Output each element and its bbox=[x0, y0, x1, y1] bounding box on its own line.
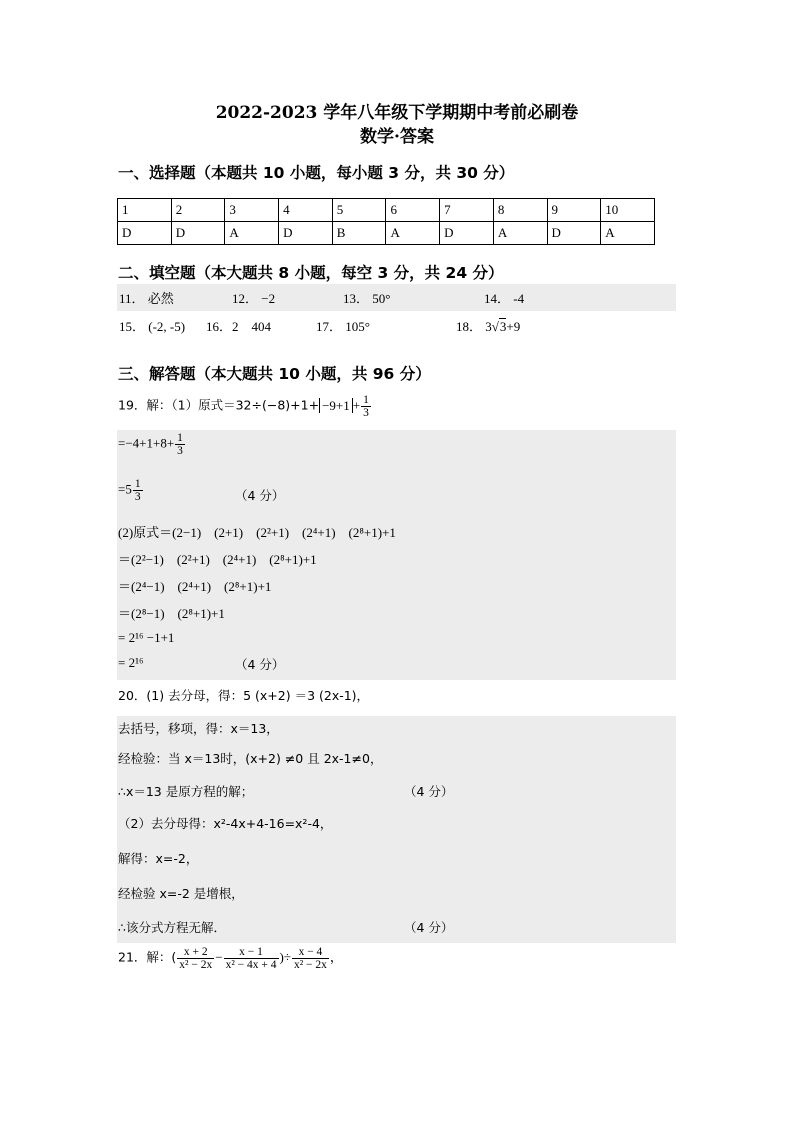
section-heading-fill: 二、填空题（本大题共 8 小题，每空 3 分，共 24 分） bbox=[118, 264, 504, 282]
section-heading-solve: 三、解答题（本大题共 10 小题，共 96 分） bbox=[118, 365, 431, 383]
q19-part2-line-2: ＝(2²−1) (2²+1) (2⁴+1) (2⁸+1)+1 bbox=[118, 552, 317, 567]
q19-part2-line-4: ＝(2⁸−1) (2⁸+1)+1 bbox=[118, 606, 225, 621]
fraction: $\frac{1}{3}$ bbox=[363, 394, 369, 420]
answer-cell: D bbox=[440, 222, 494, 245]
answer-cell: A bbox=[601, 222, 655, 245]
fraction: $\frac{x - 4}{\text{x² − 2x}}$ bbox=[293, 946, 327, 972]
q19-part2-line-6: = 2¹⁶ bbox=[118, 655, 144, 670]
q20-line-8: ∴该分式方程无解． bbox=[118, 920, 226, 935]
answer-cell: D bbox=[279, 222, 333, 245]
table-row bbox=[118, 222, 655, 245]
question-number-cell: 5 bbox=[332, 199, 386, 222]
fraction: $\frac{1}{3}$ bbox=[134, 478, 141, 504]
answer-cell: A bbox=[386, 222, 440, 245]
question-number-cell: 7 bbox=[440, 199, 494, 222]
question-number-cell: 2 bbox=[171, 199, 225, 222]
q21-line-1: 21．解：( $\frac{x + 2}{\text{x² − 2x}}$ − $\frac{x - 1}{\text{x² − 4x + 4}}$ )÷ $\frac{x - 4}{\text{x² − 2x}}$ ， bbox=[118, 946, 343, 972]
fill-answer-15: 15． (-2, -5) bbox=[119, 319, 186, 334]
score-label: （4 分） bbox=[235, 657, 285, 672]
q20-line-2: 去括号，移项，得：x＝13， bbox=[118, 721, 279, 736]
fill-answer-18: 18． 3√3+9 bbox=[456, 319, 521, 334]
q20-line-7: 经检验 x=-2 是增根， bbox=[118, 886, 244, 901]
fill-answer-11: 11． 必然 bbox=[119, 291, 174, 306]
answer-cell: A bbox=[493, 222, 547, 245]
answer-cell: D bbox=[118, 222, 172, 245]
answer-cell: A bbox=[225, 222, 279, 245]
answer-cell: D bbox=[547, 222, 601, 245]
score-label: （4 分） bbox=[404, 784, 454, 799]
answer-cell: B bbox=[332, 222, 386, 245]
q19-line-1: 19．解：（1）原式＝32÷(−8)+1+ −9+1 + $\frac{1}{3}$ bbox=[118, 394, 369, 420]
q19-line-3: =5 $\frac{1}{3}$ bbox=[118, 478, 141, 504]
question-number-cell: 9 bbox=[547, 199, 601, 222]
page-subtitle: 数学·答案 bbox=[360, 127, 434, 147]
q20-line-6: 解得：x=-2， bbox=[118, 851, 199, 866]
page-title: 2022-2023 学年八年级下学期期中考前必刷卷 bbox=[215, 103, 579, 123]
fill-answer-14: 14． -4 bbox=[484, 291, 525, 306]
q20-line-4: ∴x＝13 是原方程的解； bbox=[118, 784, 254, 799]
question-number-cell: 6 bbox=[386, 199, 440, 222]
q19-part2-line-3: ＝(2⁴−1) (2⁴+1) (2⁸+1)+1 bbox=[118, 579, 272, 594]
question-number-cell: 4 bbox=[279, 199, 333, 222]
q19-part2-line-1: (2)原式＝(2−1) (2+1) (2²+1) (2⁴+1) (2⁸+1)+1 bbox=[118, 525, 396, 540]
question-number-cell: 8 bbox=[493, 199, 547, 222]
fill-answer-16: 16．2 404 bbox=[206, 319, 272, 334]
fraction: $\frac{x + 2}{\text{x² − 2x}}$ bbox=[179, 946, 213, 972]
q20-line-3: 经检验：当 x＝13时，(x+2) ≠0 且 2x-1≠0， bbox=[118, 751, 383, 766]
question-number-cell: 3 bbox=[225, 199, 279, 222]
choice-answer-table bbox=[117, 198, 655, 245]
question-number-cell: 10 bbox=[601, 199, 655, 222]
table-row bbox=[118, 199, 655, 222]
fraction: $\frac{1}{3}$ bbox=[177, 432, 183, 458]
score-label: （4 分） bbox=[404, 920, 454, 935]
q20-line-1: 20．(1) 去分母，得：5 (x+2) ＝3 (2x-1)， bbox=[118, 688, 370, 703]
q19-line-2: =−4+1+8+ $\frac{1}{3}$ bbox=[118, 432, 183, 458]
q20-line-5: （2）去分母得：x²-4x+4-16=x²-4， bbox=[118, 816, 333, 831]
question-number-cell: 1 bbox=[118, 199, 172, 222]
section-heading-choice: 一、选择题（本题共 10 小题，每小题 3 分，共 30 分） bbox=[118, 164, 515, 182]
fraction: $\frac{x - 1}{\text{x² − 4x + 4}}$ bbox=[225, 946, 277, 972]
highlight-band bbox=[117, 284, 676, 311]
score-label: （4 分） bbox=[235, 488, 285, 503]
fill-answer-12: 12． −2 bbox=[232, 291, 276, 306]
fill-answer-17: 17． 105° bbox=[316, 319, 370, 334]
answer-cell: D bbox=[171, 222, 225, 245]
q19-part2-line-5: = 2¹⁶ −1+1 bbox=[118, 630, 175, 645]
fill-answer-13: 13． 50° bbox=[343, 291, 391, 306]
